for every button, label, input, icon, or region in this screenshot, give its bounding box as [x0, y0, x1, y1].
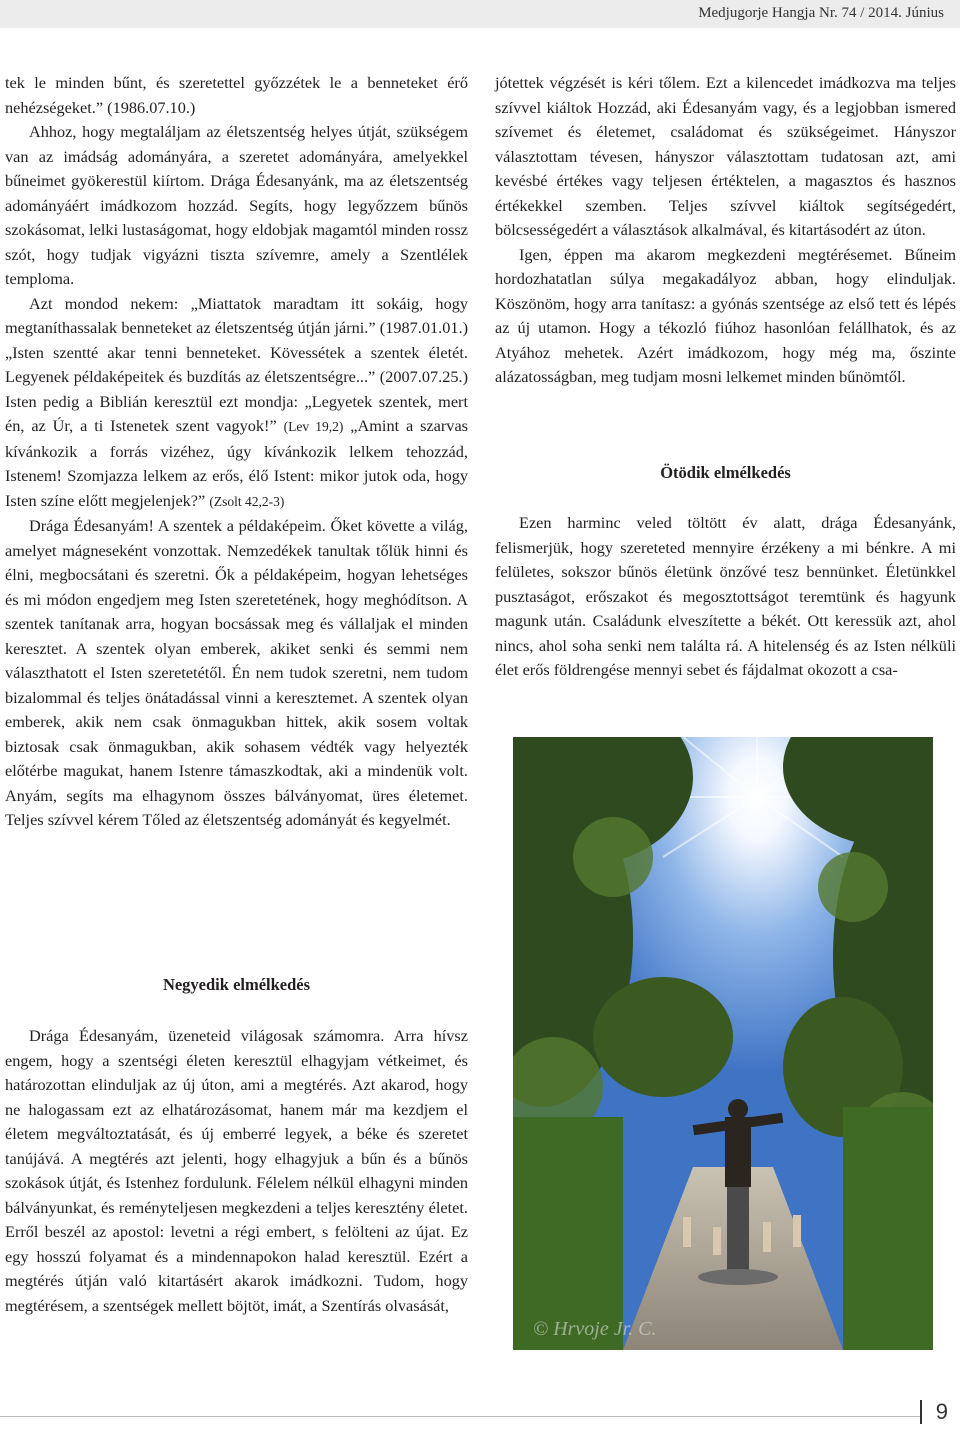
- bible-reference: (Zsolt 42,2-3): [209, 493, 285, 509]
- quote-text: „Amint a szarvas kívánkozik a forrás vizéhez, úgy kívánkozik lelkem tehozzád, Istenem! Szomjazza lelkem az erős, élő Istent: mikor jutok oda, hogy Isten színe előtt megjelenjek?”: [5, 416, 469, 510]
- photo-crucifix: [513, 737, 933, 1350]
- right-column: [495, 71, 956, 390]
- paragraph: Drága Édesanyám, üzeneteid világosak számomra. Arra hívsz engem, hogy a szentségi életen keresztül elhagyjam vétkeimet, és határozottan elinduljak az új úton, ami a megtérés. Azt akarod, hogy ne halogassam ezt az elhatározásomat, hanem már ma kezdjem el életem megváltoztatását, és új emberré legyek, a béke és szeretet tanújává. A megtérés azt jelenti, hogy elhagyjuk a bűn és a bűnös szokások útját, és Istenhez fordulunk. Félelem nélkül elhagyni minden bálványunkat, és reményteljesen megkezdeni a teljes keresztény életet. Erről beszél az apostol: levetni a régi embert, s felölteni az újat. Ez egy hosszú folyamat és a mindennapokon halad keresztül. Ezért a megtérés útján való kitartásért akarok imádkozni. Tudom, hogy megtérésem, a szentségek mellett böjtöt, imát, a Szentírás olvasását,: [5, 1026, 468, 1315]
- paragraph: Ahhoz, hogy megtaláljam az életszentség helyes útját, szükségem van az imádság adományára, a szeretet adományára, amelyekkel bűneimet gyökerestül kiírtom. Drága Édesanyánk, ma az életszentség adományáért imádkozom hozzád. Segíts, hogy legyőzzem bűnös szokásomat, lelki lustaságomat, hogy eldobjak magamtól minden rossz szót, hogy tudjak vigyázni tiszta szívemre, amely a Szentlélek temploma.: [5, 122, 468, 288]
- right-column-lower: [495, 511, 956, 683]
- publication-title: Medjugorje Hangja Nr. 74 / 2014. Június: [698, 5, 944, 21]
- running-header: [0, 0, 960, 28]
- paragraph: Ezen harminc veled töltött év alatt, drága Édesanyánk, felismerjük, hogy szereteted mennyire érzékeny a mi bénkre. A mi felületes, sokszor bűnös életünk önzővé tesz bennünket. Életünkkel pusztaságot, erőszakot és megosztottságot teremtünk és hagyunk magunk után. Családunk elveszítette a békét. Ott keressük azt, ahol nincs, ahol soha senki nem találta rá. A hitelenség és az Isten nélküli élet erős földrengése mennyi sebet és fájdalmat okozott a csa-: [495, 513, 956, 679]
- paragraph: Drága Édesanyám! A szentek a példaképeim. Őket követte a világ, amelyet mágneseként vonzottak. Nemzedékek tanultak tőlük hinni és élni, megbocsátani és szeretni. Ők a példaképeim, hogyan lehetséges és mi módon engedjem meg Isten szeretetének, hogy meghódítson. A szentek tanítanak arra, hogyan bocsássak meg és vállaljak el minden keresztet. A szentek olyan emberek, akiket senki és semmi nem választhatott el Isten szeretetétől. Én nem tudok szeretni, nem tudom bizalommal és teljes önátadással vinni a keresztemet. A szentek olyan emberek, akik nem csak önmagukban hittek, akik sosem voltak biztosak csak önmagukban, akik sohasem védték vagy helyezték előtérbe magukat, hanem Istenre támaszkodtak, aki a mindenük volt. Anyám, segíts ma elhagynom összes bálványomat, üres életemet. Teljes szívvel kérem Tőled az életszentség adományát és kegyelmét.: [5, 516, 468, 829]
- section-heading-fifth: Ötödik elmélkedés: [660, 463, 791, 482]
- quote-text: Azt mondod nekem: „Miattatok maradtam itt sokáig, hogy megtaníthassalak benneteket az életszentség útján járni.” (1987.01.01.) „Isten szentté akar tenni benneteket. Kövessétek a szentek életét. Legyenek példaképeitek és buzdítás az életszentségre...” (2007.07.25.) Isten pedig a Biblián keresztül ezt mondja: „Legyetek szentek, mert én, az Úr, a ti Istenetek szent vagyok!”: [5, 293, 468, 435]
- left-column-lower: [5, 1024, 468, 1318]
- bible-reference: (Lev 19,2): [283, 419, 344, 434]
- footer-rule: [0, 1416, 922, 1417]
- paragraph: Igen, éppen ma akarom megkezdeni megtérésemet. Bűneim hordozhatatlan súlya megakadályoz abban, hogy elinduljak. Köszönöm, hogy arra tanítasz: a gyónás szentsége az első tett és lépés az új utamon. Hogy a tékozló fiúhoz hasonlóan felállhatok, és az Atyához mehetek. Azért imádkozom, hogy még ma, őszinte alázatosságban, meg tudjam mosni lelkemet minden bűnömtől.: [495, 244, 956, 386]
- left-column: [5, 71, 468, 833]
- paragraph: tek le minden bűnt, és szeretettel győzzétek le a benneteket érő nehézségeket.” (1986.07.10.): [5, 73, 468, 117]
- section-heading-fourth: Negyedik elmélkedés: [162, 975, 311, 994]
- paragraph: [5, 292, 468, 515]
- paragraph: jótettek végzését is kéri tőlem. Ezt a kilencedet imádkozva ma teljes szívvel kiáltok Hozzád, aki Édesanyám vagy, és a legjobban ismered szívemet és életemet, családomat és szükségeimet. Hányszor választottam tévesen, hányszor választottam tudatosan azt, ami kevésbé értékes vagy teljesen értéktelen, a magasztos és hasznos értékekkel szemben. Teljes szívvel kiáltok segítségedért, bölcsességedért a választások alkalmával, és kitartásodért az úton.: [495, 73, 956, 239]
- photo-watermark: © Hrvoje Jr. C.: [533, 1318, 657, 1340]
- page-number: 9: [920, 1400, 948, 1424]
